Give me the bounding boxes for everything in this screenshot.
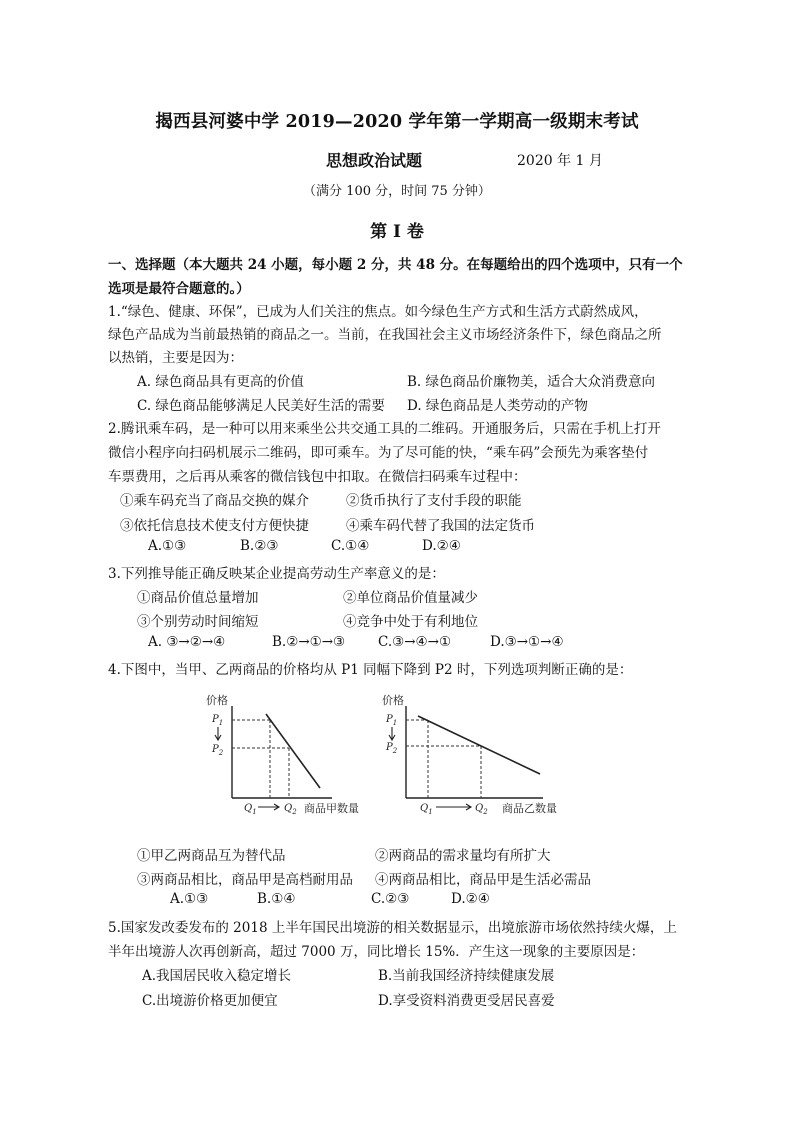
volume-title: 第 Ⅰ 卷	[370, 222, 424, 242]
chart-b-q2-label: $Q_2$	[475, 803, 488, 816]
q1-option-d[interactable]: D. 绿色商品是人类劳动的产物	[407, 398, 588, 414]
q1-stem-line1: 1.“绿色、健康、环保”，已成为人们关注的焦点。如今绿色生产方式和生活方式蔚然成风，	[108, 304, 648, 320]
q3-option-a[interactable]: A. ③→②→④	[148, 634, 226, 650]
q2-item-2: ②货币执行了支付手段的职能	[346, 493, 522, 509]
chart-b-q1-label: $Q_1$	[420, 803, 433, 816]
chart-b-down-arrow-icon	[389, 727, 395, 740]
chart-commodity-a	[200, 690, 370, 820]
chart-b-right-arrow-icon	[436, 804, 471, 810]
q4-item-2: ②两商品的需求量均有所扩大	[375, 848, 551, 864]
q4-item-1: ①甲乙两商品互为替代品	[137, 848, 286, 864]
q4-item-3: ③两商品相比，商品甲是高档耐用品	[137, 872, 353, 888]
q2-option-c[interactable]: C.①④	[331, 538, 370, 554]
chart-b-demand-curve	[418, 716, 540, 774]
q2-item-3: ③依托信息技术使支付方便快捷	[120, 518, 309, 534]
q5-option-c[interactable]: C.出境游价格更加便宜	[142, 993, 278, 1009]
chart-b-p2-label: $P_2$	[386, 742, 398, 755]
q1-option-a[interactable]: A. 绿色商品具有更高的价值	[137, 374, 304, 390]
q2-stem-line2: 微信小程序向扫码机展示二维码，即可乘车。为了尽可能的快，“乘车码”会预先为乘客垫付	[108, 445, 649, 461]
q5-stem-line2: 半年出境游人次再创新高，超过 7000 万，同比增长 15%．产生这一现象的主要原因是：	[108, 944, 645, 960]
section-instructions-line2: 选项是最符合题意的。）	[108, 281, 250, 297]
q3-option-c[interactable]: C.③→④→①	[378, 634, 452, 650]
q1-option-c[interactable]: C. 绿色商品能够满足人民美好生活的需要	[137, 398, 385, 414]
chart-b-p1-label: $P_1$	[386, 714, 398, 727]
chart-commodity-b	[378, 690, 578, 820]
q4-stem: 4.下图中，当甲、乙两商品的价格均从 P1 同幅下降到 P2 时，下列选项判断正确的是：	[108, 662, 633, 678]
q3-option-b[interactable]: B.②→①→③	[272, 634, 346, 650]
chart-b-xlabel: 商品乙数量	[502, 802, 557, 815]
q4-option-b[interactable]: B.①④	[257, 891, 296, 907]
q4-option-d[interactable]: D.②④	[451, 891, 490, 907]
q3-item-3: ③个别劳动时间缩短	[137, 614, 259, 630]
q2-item-4: ④乘车码代替了我国的法定货币	[346, 518, 535, 534]
q4-item-4: ④两商品相比，商品甲是生活必需品	[375, 872, 591, 888]
chart-a-demand-curve	[266, 714, 320, 788]
q3-item-4: ④竞争中处于有利地位	[343, 614, 478, 630]
exam-title: 揭西县河婆中学 2019—2020 学年第一学期高一级期末考试	[155, 112, 639, 132]
q2-option-d[interactable]: D.②④	[422, 538, 461, 554]
chart-a-p2-label: $P_2$	[212, 744, 224, 757]
score-info: （满分 100 分，时间 75 分钟）	[303, 184, 491, 199]
q2-option-a[interactable]: A.①③	[148, 538, 187, 554]
q1-stem-line2: 绿色产品成为当前最热销的商品之一。当前，在我国社会主义市场经济条件下，绿色商品之所	[108, 327, 662, 343]
q3-item-2: ②单位商品价值量减少	[343, 590, 478, 606]
q5-option-a[interactable]: A.我国居民收入稳定增长	[142, 968, 292, 984]
chart-a-xlabel: 商品甲数量	[304, 802, 359, 815]
chart-a-p1-label: $P_1$	[212, 714, 224, 727]
q3-option-d[interactable]: D.③→①→④	[490, 634, 564, 650]
q3-stem: 3.下列推导能正确反映某企业提高劳动生产率意义的是：	[108, 566, 445, 582]
q1-option-b[interactable]: B. 绿色商品价廉物美，适合大众消费意向	[407, 374, 656, 390]
exam-date: 2020 年 1 月	[517, 153, 603, 169]
section-instructions-line1: 一、选择题（本大题共 24 小题，每小题 2 分，共 48 分。在每题给出的四个选项中，只有一个	[108, 257, 683, 273]
q4-option-c[interactable]: C.②③	[371, 891, 410, 907]
q4-option-a[interactable]: A.①③	[170, 891, 209, 907]
chart-a-right-arrow-icon	[258, 804, 279, 810]
subject-title: 思想政治试题	[326, 151, 423, 170]
q2-stem-line1: 2.腾讯乘车码，是一种可以用来乘坐公共交通工具的二维码。开通服务后，只需在手机上打开	[108, 421, 661, 437]
q2-option-b[interactable]: B.②③	[240, 538, 279, 554]
chart-a-q2-label: $Q_2$	[284, 803, 297, 816]
q5-stem-line1: 5.国家发改委发布的 2018 上半年国民出境游的相关数据显示，出境旅游市场依然持续火爆，上	[108, 920, 677, 936]
q5-option-b[interactable]: B.当前我国经济持续健康发展	[378, 968, 555, 984]
q2-stem-line3: 车票费用，之后再从乘客的微信钱包中扣取。在微信扫码乘车过程中：	[108, 469, 527, 485]
chart-a-down-arrow-icon	[215, 727, 221, 740]
q1-stem-line3: 以热销，主要是因为：	[108, 350, 243, 366]
chart-a-q1-label: $Q_1$	[244, 803, 257, 816]
q5-option-d[interactable]: D.享受资料消费更受居民喜爱	[378, 993, 555, 1009]
chart-b-ylabel: 价格	[382, 694, 404, 707]
chart-a-ylabel: 价格	[206, 694, 228, 707]
q2-item-1: ①乘车码充当了商品交换的媒介	[120, 493, 309, 509]
q3-item-1: ①商品价值总量增加	[137, 590, 259, 606]
